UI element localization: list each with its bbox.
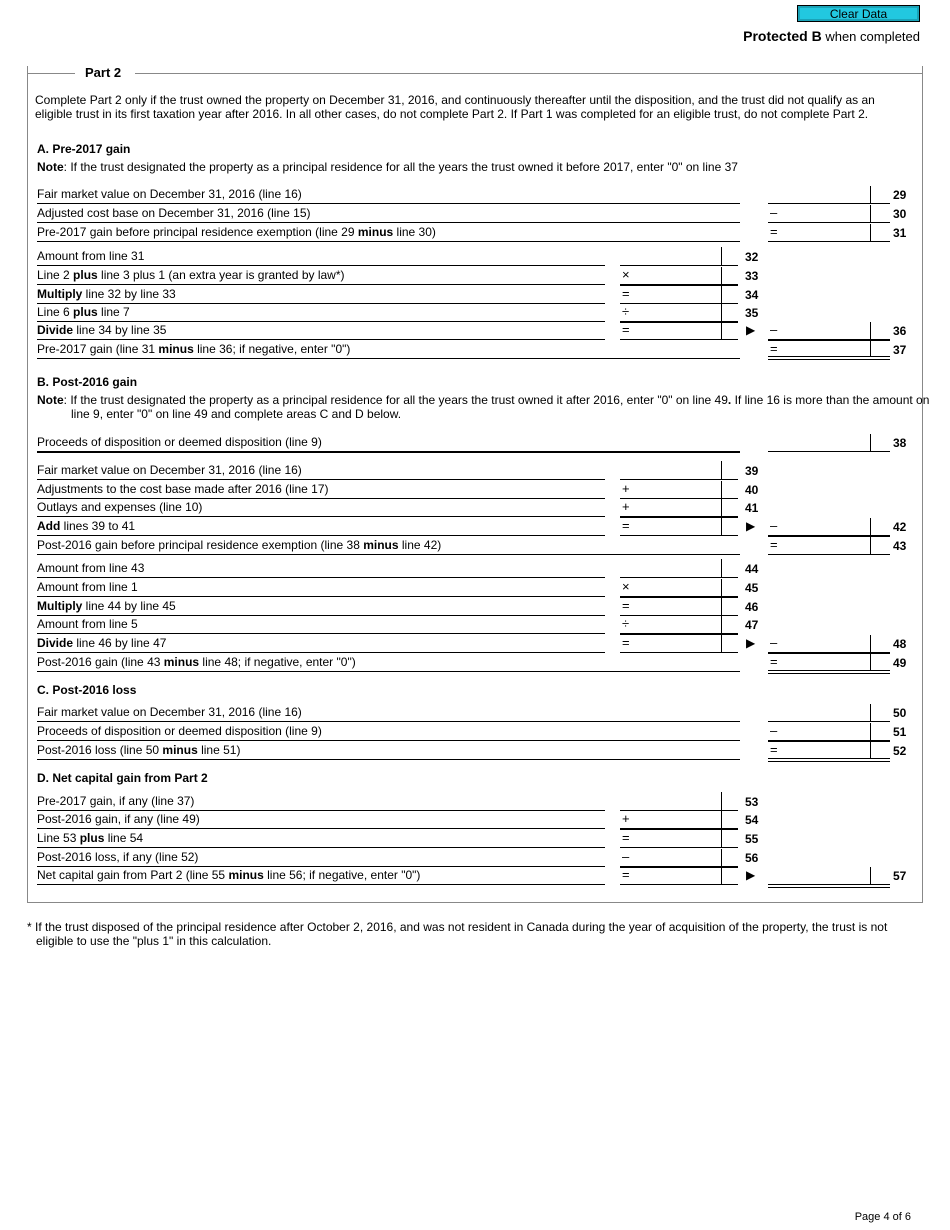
line-53-divider [721,792,722,810]
line-31-operator: = [770,224,778,239]
line-42-rule [37,535,605,536]
line-51-operator: – [770,723,778,738]
line-40-number: 40 [745,483,759,497]
line-53-number: 53 [745,795,759,809]
line-36-subfield[interactable] [620,339,738,340]
line-57-operator: = [622,867,630,882]
line-42-label: Add lines 39 to 41 [37,519,136,533]
line-48-divider [721,635,722,652]
line-52-field[interactable] [768,758,890,762]
line-37-field[interactable] [768,356,890,360]
line-44-number: 44 [745,562,759,576]
line-45-number: 45 [745,581,759,595]
line-49-operator: = [770,654,778,669]
line-43-rule [37,554,740,555]
line-54-rule [37,828,605,829]
line-57-arrow-icon: ▶ [746,868,756,882]
line-55-number: 55 [745,832,759,846]
line-43-operator: = [770,537,778,552]
footnote: * If the trust disposed of the principal residence after October 2, 2016, and was not resident in Canada during the year of acquisition of the property, the trust is not eligible to use the "plus 1" in this calculation. [27,920,888,948]
line-30-label: Adjusted cost base on December 31, 2016 (line 15) [37,206,311,220]
line-38-number: 38 [893,436,907,450]
line-47-rule [37,633,605,634]
line-33-rule [37,284,605,285]
line-42-operator-2: – [770,518,778,533]
frame-top-left [27,73,75,74]
line-47-number: 47 [745,618,759,632]
line-36-operator: = [622,322,630,337]
line-57-divider-2 [870,867,871,884]
line-29-label: Fair market value on December 31, 2016 (line 16) [37,187,302,201]
line-52-label: Post-2016 loss (line 50 minus line 51) [37,743,241,757]
line-37-number: 37 [893,343,907,357]
line-43-divider [870,537,871,554]
line-48-operator-2: – [770,635,778,650]
line-50-divider [870,704,871,721]
line-37-rule [37,358,740,359]
line-48-subfield[interactable] [620,652,738,653]
line-34-number: 34 [745,288,759,302]
line-49-divider [870,654,871,670]
line-30-field[interactable] [768,222,890,223]
line-31-rule [37,241,740,242]
line-42-field[interactable] [768,535,890,537]
line-56-operator: – [622,849,630,864]
line-51-rule [37,740,740,741]
line-50-label: Fair market value on December 31, 2016 (line 16) [37,705,302,719]
line-57-number: 57 [893,869,907,883]
line-39-label: Fair market value on December 31, 2016 (line 16) [37,463,302,477]
section-a-title: A. Pre-2017 gain [37,142,131,156]
line-47-divider [721,616,722,633]
section-b-title: B. Post-2016 gain [37,375,138,389]
line-44-rule [37,577,605,578]
section-d-title: D. Net capital gain from Part 2 [37,771,208,785]
line-45-label: Amount from line 1 [37,580,138,594]
line-45-rule [37,596,605,597]
line-35-operator: ÷ [622,304,630,319]
line-41-label: Outlays and expenses (line 10) [37,500,203,514]
line-48-label: Divide line 46 by line 47 [37,636,167,650]
line-52-operator: = [770,742,778,757]
line-40-divider [721,481,722,498]
line-57-label: Net capital gain from Part 2 (line 55 minus line 56; if negative, enter "0") [37,868,421,882]
line-44-divider [721,559,722,577]
section-b-note: Note: If the trust designated the property as a principal residence for all the years the trust owned it after 2016, enter "0" on line 49. If line 16 is more than the amount on line 9, enter "0" on line 49 and complete areas C and D below. [37,393,930,421]
intro-text: Complete Part 2 only if the trust owned the property on December 31, 2016, and continuously thereafter until the disposition, and the trust did not qualify as an eligible trust in its first taxation year after 2016. In all other cases, do not complete Part 2. If Part 1 was completed for an eligible trust, do not complete Part 2. [35,93,875,121]
line-35-divider [721,304,722,321]
line-36-divider [721,322,722,339]
line-29-divider [870,186,871,203]
line-39-divider [721,461,722,479]
line-33-number: 33 [745,269,759,283]
line-56-label: Post-2016 loss, if any (line 52) [37,850,199,864]
line-51-label: Proceeds of disposition or deemed disposition (line 9) [37,724,322,738]
line-48-arrow-icon: ▶ [746,636,756,650]
line-31-label: Pre-2017 gain before principal residence exemption (line 29 minus line 30) [37,225,436,239]
line-46-label: Multiply line 44 by line 45 [37,599,176,613]
line-42-operator: = [622,518,630,533]
line-31-number: 31 [893,226,907,240]
line-40-rule [37,498,605,499]
line-38-field[interactable] [768,451,890,452]
line-31-field[interactable] [768,241,890,242]
line-36-rule [37,339,605,340]
line-46-number: 46 [745,600,759,614]
line-36-number: 36 [893,324,907,338]
line-43-field[interactable] [768,554,890,555]
line-37-operator: = [770,341,778,356]
section-a-note: Note: If the trust designated the property as a principal residence for all the years the trust owned it before 2017, enter "0" on line 37 [37,160,738,174]
line-43-number: 43 [893,539,907,553]
line-49-label: Post-2016 gain (line 43 minus line 48; if negative, enter "0") [37,655,356,669]
line-39-number: 39 [745,464,759,478]
line-51-number: 51 [893,725,907,739]
line-47-label: Amount from line 5 [37,617,138,631]
line-32-rule [37,265,605,266]
line-29-field[interactable] [768,203,890,204]
line-52-rule [37,759,740,760]
line-51-field[interactable] [768,740,890,742]
line-44-field[interactable] [620,577,738,578]
line-37-divider [870,341,871,356]
line-49-rule [37,671,740,672]
line-36-field[interactable] [768,339,890,341]
line-55-divider [721,830,722,847]
line-54-operator: + [622,811,630,826]
line-37-label: Pre-2017 gain (line 31 minus line 36; if negative, enter "0") [37,342,351,356]
line-55-operator: = [622,830,630,845]
frame-top-right [135,73,922,74]
line-41-rule [37,516,605,517]
line-39-field[interactable] [620,479,738,480]
line-51-divider [870,723,871,740]
line-46-rule [37,615,605,616]
line-31-divider [870,224,871,241]
line-53-label: Pre-2017 gain, if any (line 37) [37,794,195,808]
line-33-operator: × [622,267,630,282]
line-50-number: 50 [893,706,907,720]
line-29-number: 29 [893,188,907,202]
line-41-number: 41 [745,501,759,515]
line-40-label: Adjustments to the cost base made after 2016 (line 17) [37,482,329,496]
line-52-divider [870,742,871,758]
line-50-rule [37,721,740,722]
line-32-number: 32 [745,250,759,264]
line-36-arrow-icon: ▶ [746,323,756,337]
protected-b-label: Protected B when completed [743,28,920,44]
line-36-label: Divide line 34 by line 35 [37,323,167,337]
line-50-field[interactable] [768,721,890,722]
line-57-divider [721,867,722,884]
line-47-operator: ÷ [622,616,630,631]
line-30-number: 30 [893,207,907,221]
line-56-rule [37,866,605,867]
section-c-title: C. Post-2016 loss [37,683,137,697]
line-30-operator: – [770,205,778,220]
line-48-field[interactable] [768,652,890,654]
line-34-label: Multiply line 32 by line 33 [37,287,176,301]
line-38-label: Proceeds of disposition or deemed disposition (line 9) [37,435,322,449]
line-56-number: 56 [745,851,759,865]
line-53-rule [37,810,605,811]
line-32-divider [721,247,722,265]
line-48-rule [37,652,605,653]
line-55-label: Line 53 plus line 54 [37,831,144,845]
line-48-divider-2 [870,635,871,652]
line-34-rule [37,303,605,304]
line-38-rule [37,451,740,453]
line-45-divider [721,579,722,596]
line-34-operator: = [622,286,630,301]
line-36-operator-2: – [770,322,778,337]
line-46-divider [721,598,722,615]
line-54-divider [721,811,722,828]
line-54-label: Post-2016 gain, if any (line 49) [37,812,200,826]
line-33-label: Line 2 plus line 3 plus 1 (an extra year is granted by law*) [37,268,345,282]
line-52-number: 52 [893,744,907,758]
line-42-subfield[interactable] [620,535,738,536]
line-56-divider [721,849,722,866]
line-45-operator: × [622,579,630,594]
line-38-divider [870,434,871,451]
line-32-field[interactable] [620,265,738,266]
line-42-divider [721,518,722,535]
page-number: Page 4 of 6 [854,1211,911,1223]
line-30-rule [37,222,740,223]
part-title: Part 2 [85,65,122,80]
line-44-label: Amount from line 43 [37,561,145,575]
line-41-operator: + [622,499,630,514]
line-32-label: Amount from line 31 [37,249,145,263]
line-41-divider [721,499,722,516]
line-33-divider [721,267,722,284]
line-57-rule [37,884,605,885]
line-57-field[interactable] [768,884,890,888]
line-35-rule [37,321,605,322]
line-42-arrow-icon: ▶ [746,519,756,533]
line-35-label: Line 6 plus line 7 [37,305,130,319]
line-49-field[interactable] [768,670,890,674]
line-42-number: 42 [893,520,907,534]
line-55-field[interactable] [620,847,738,848]
line-36-divider-2 [870,322,871,339]
line-57-subfield[interactable] [620,884,738,885]
line-39-rule [37,479,605,480]
line-40-operator: + [622,481,630,496]
line-35-number: 35 [745,306,759,320]
clear-data-button[interactable]: Clear Data [797,5,920,22]
line-46-operator: = [622,598,630,613]
line-43-label: Post-2016 gain before principal residence exemption (line 38 minus line 42) [37,538,442,552]
line-49-number: 49 [893,656,907,670]
line-42-divider-2 [870,518,871,535]
line-48-operator: = [622,635,630,650]
line-48-number: 48 [893,637,907,651]
line-55-rule [37,847,605,848]
line-34-divider [721,286,722,303]
line-54-number: 54 [745,813,759,827]
line-29-rule [37,203,740,204]
line-30-divider [870,205,871,222]
